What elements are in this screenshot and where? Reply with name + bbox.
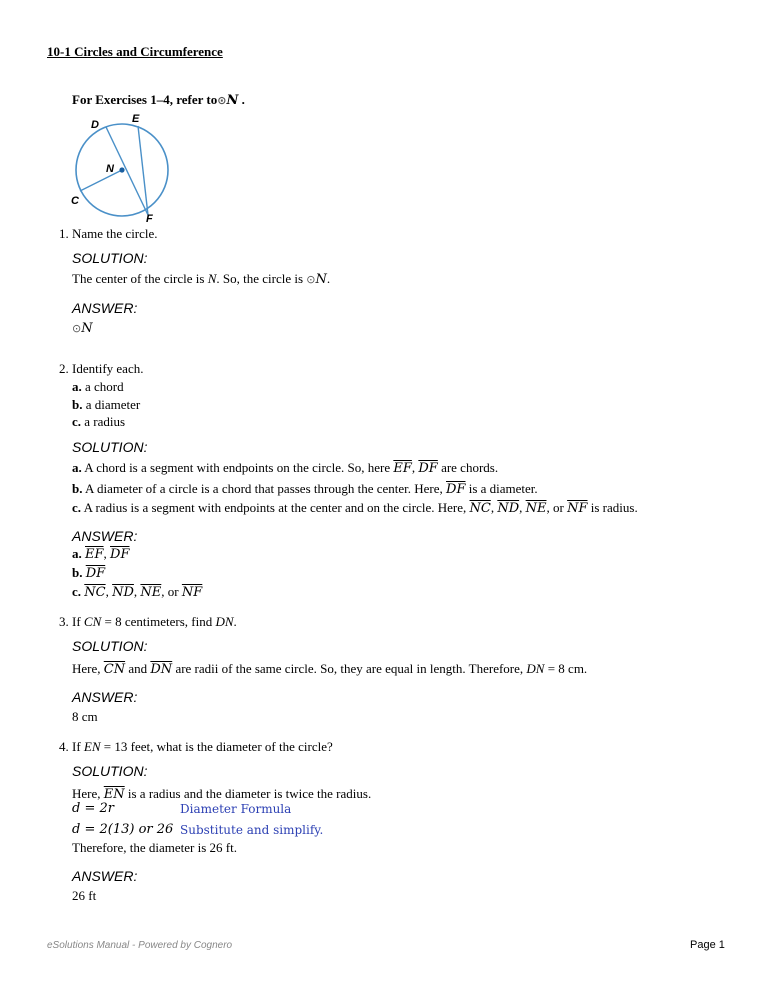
q2-answer-header: ANSWER: [72,528,138,544]
q4-post: = 13 feet, what is the diameter of the circle? [103,739,333,754]
q2-solution-header: SOLUTION: [72,439,148,455]
exercise-heading: For Exercises 1–4, refer to⊙N . [72,92,245,108]
q3-pre: If [72,614,81,629]
q2-sol-c-post: is radius. [590,500,638,515]
q2-sol-a-post: are chords. [441,460,499,475]
q2-part-c [72,414,125,430]
q2-part-c-text: a radius [84,414,126,429]
seg-ne: $\overline{NE}$ [140,585,162,600]
q2-sol-a-letter: a. [72,460,82,475]
q4-number: 4. [59,739,69,754]
q2-sol-c-letter: c. [72,500,82,515]
q1-solution-header: SOLUTION: [72,250,148,266]
q1-sol-circle: N [315,272,327,287]
circle-symbol-icon: ⊙ [217,94,227,107]
q2-answer-a: a. $\overline{EF}$, $\overline{DF}$ [72,546,130,562]
seg-ne: $\overline{NE}$ [525,501,547,516]
q3-sol-end: = 8 cm. [547,661,588,676]
seg-nd: $\overline{ND}$ [497,501,520,516]
q2-sol-a-pre: A chord is a segment with endpoints on the circle. So, here [84,460,391,475]
seg-nf: $\overline{NF}$ [181,585,203,600]
q1-sol-center: N [207,271,217,286]
q2-part-a-letter: a. [72,379,82,394]
q4-eq1-note: Diameter Formula [180,802,292,816]
q1-sol-pre: The center of the circle is [72,271,205,286]
q2-text: Identify each. [72,361,144,376]
q2-sol-a: a. A chord is a segment with endpoints on the circle. So, here $\overline{EF}$, $\overline{DF}$ are chords. [72,460,499,476]
seg-df: $\overline{DF}$ [85,566,106,581]
seg-nf: $\overline{NF}$ [567,501,588,516]
circle-symbol-icon: ⊙ [306,273,316,286]
circle-name: N [226,93,239,108]
seg-nc: $\overline{NC}$ [469,501,491,516]
q4-conclusion: Therefore, the diameter is 26 ft. [72,840,237,855]
radius-nc [80,170,122,191]
q4-solution [72,786,371,802]
q3-var1: CN [83,614,102,629]
q4-solution-header: SOLUTION: [72,763,148,779]
q4-sol-post: is a radius and the diameter is twice the radius. [127,786,372,801]
q4-answer: 26 ft [72,888,97,903]
label-f: F [146,213,153,224]
circle-diagram [70,112,180,224]
seg-nd: $\overline{ND}$ [112,585,134,600]
seg-df: $\overline{DF}$ [110,547,130,562]
q2-ans-a-letter: a. [72,546,82,561]
seg-ef: $\overline{EF}$ [85,547,104,562]
seg-ef: $\overline{EF}$ [393,461,412,476]
q4-var1: EN [83,739,101,754]
q1-answer-circle: N [81,321,93,336]
label-e: E [132,113,140,125]
q3-var2: DN [215,614,234,629]
q3-sol-var: DN [526,661,545,676]
and-word: and [128,661,148,676]
circle-symbol-icon: ⊙ [72,322,82,335]
q4-eq1: d = 2r [72,801,114,816]
seg-en: $\overline{EN}$ [103,787,125,802]
q4-pre: If [72,739,81,754]
seg-df: $\overline{DF}$ [446,482,466,497]
page-title: 10-1 Circles and Circumference [47,44,223,59]
q3-end: . [233,614,237,629]
q4-answer-header: ANSWER: [72,868,138,884]
q2-ans-c-letter: c. [72,584,82,599]
seg-cn: $\overline{CN}$ [103,662,126,677]
q4-eq2: d = 2(13) or 26 [72,822,174,837]
q1-question [59,226,158,242]
q2-answer-b [72,565,105,581]
q2-number: 2. [59,361,69,376]
q2-part-b-letter: b. [72,397,83,412]
q1-sol-post: . So, the circle is [216,271,304,286]
q1-solution: The center of the circle is N. So, the circle is ⊙N. [72,271,331,287]
q1-number: 1. [59,226,69,241]
q4-eq2-note: Substitute and simplify. [180,823,324,837]
q3-mid: = 8 centimeters, find [104,614,213,629]
q3-answer: 8 cm [72,709,98,724]
q2-part-a-text: a chord [85,379,124,394]
exercise-heading-text: For Exercises 1–4, refer to [72,92,218,107]
q4-question [59,739,333,755]
q1-answer [72,320,93,336]
seg-dn: $\overline{DN}$ [150,662,173,677]
seg-nc: $\overline{NC}$ [84,585,106,600]
q2-question [59,361,143,377]
q1-text: Name the circle. [72,226,158,241]
q4-sol-pre: Here, [72,786,101,801]
footer-text: eSolutions Manual - Powered by Cognero [47,940,233,951]
page-number: Page 1 [690,939,725,951]
q2-part-b [72,397,140,413]
q2-sol-c: c. A radius is a segment with endpoints at the center and on the circle. Here, $\overline{NC}$, $\overline{ND}$, $\overline{NE}$, or $\overline{NF}$ is radius. [72,500,638,516]
q2-ans-b-letter: b. [72,565,83,580]
q3-question [59,614,237,630]
q3-solution [72,661,587,677]
q3-answer-header: ANSWER: [72,689,138,705]
label-n: N [106,163,114,175]
or-word: or [553,500,564,515]
label-d: D [91,119,99,131]
q2-sol-c-pre: A radius is a segment with endpoints at the center and on the circle. Here, [83,500,467,515]
q3-solution-header: SOLUTION: [72,638,148,654]
q2-part-a [72,379,124,395]
q2-sol-b-letter: b. [72,481,83,496]
q2-sol-b [72,481,538,497]
center-point [119,167,124,172]
q2-sol-b-pre: A diameter of a circle is a chord that passes through the center. Here, [85,481,443,496]
q2-answer-c: c. $\overline{NC}$, $\overline{ND}$, $\overline{NE}$, or $\overline{NF}$ [72,584,203,600]
q1-answer-header: ANSWER: [72,300,138,316]
label-c: C [71,195,79,207]
q3-sol-pre: Here, [72,661,101,676]
q3-sol-post: are radii of the same circle. So, they are equal in length. Therefore, [175,661,524,676]
or-word: or [167,584,179,599]
q2-part-b-text: a diameter [85,397,141,412]
q3-number: 3. [59,614,69,629]
seg-df: $\overline{DF}$ [418,461,438,476]
q2-sol-b-post: is a diameter. [468,481,538,496]
q2-part-c-letter: c. [72,414,82,429]
chord-ef [138,126,148,215]
